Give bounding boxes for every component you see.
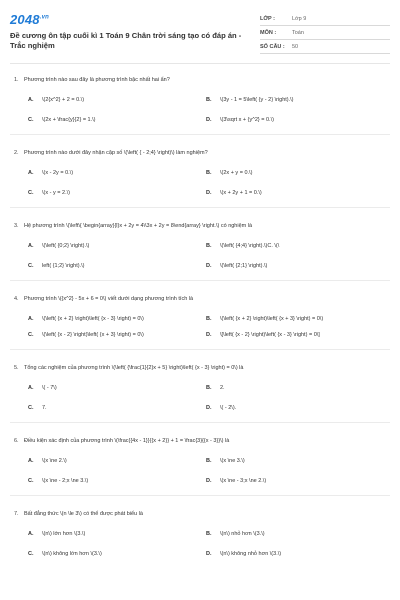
answer-option[interactable] bbox=[28, 550, 200, 558]
answer-options bbox=[10, 315, 390, 339]
option-letter: B. bbox=[206, 531, 212, 537]
option-text: \(x \ne - 3;x \ne 2.\) bbox=[220, 478, 267, 484]
answer-option[interactable] bbox=[206, 315, 378, 323]
answer-option[interactable] bbox=[206, 550, 378, 558]
option-letter: A. bbox=[28, 170, 34, 176]
option-letter: C. bbox=[28, 405, 34, 411]
question-text-row bbox=[10, 149, 390, 157]
option-text: \(x \ne 2.\) bbox=[42, 458, 67, 464]
option-letter: B. bbox=[206, 385, 212, 391]
answer-option[interactable] bbox=[206, 262, 378, 270]
question-item bbox=[10, 149, 390, 208]
answer-options bbox=[10, 96, 390, 124]
option-letter: C. bbox=[28, 332, 34, 338]
option-text: \( - 2\). bbox=[220, 405, 237, 411]
question-number: 1. bbox=[14, 77, 19, 83]
answer-option[interactable] bbox=[28, 96, 200, 104]
answer-option[interactable] bbox=[206, 404, 378, 412]
answer-option[interactable] bbox=[206, 457, 378, 465]
answer-option[interactable] bbox=[206, 96, 378, 104]
question-item bbox=[10, 222, 390, 281]
logo-text: 2048 bbox=[10, 12, 40, 27]
option-text: \(2x + \frac{y}{2} = 1.\) bbox=[42, 117, 96, 123]
question-text-row bbox=[10, 222, 390, 230]
answer-option[interactable] bbox=[28, 477, 200, 485]
question-item bbox=[10, 364, 390, 423]
info-value: 50 bbox=[292, 43, 299, 50]
question-text-row bbox=[10, 510, 390, 518]
option-letter: D. bbox=[206, 551, 212, 557]
option-text: left( {1;2} \right).\) bbox=[42, 263, 85, 269]
info-value: Toán bbox=[292, 29, 304, 36]
option-text: \(\left( {2;1} \right).\) bbox=[220, 263, 268, 269]
option-text: \(x - y = 2.\) bbox=[42, 190, 70, 196]
question-text: Bất đẳng thức \(n \le 3\) có thể được phát biểu là bbox=[24, 511, 143, 517]
answer-option[interactable] bbox=[206, 242, 378, 250]
question-text-row bbox=[10, 437, 390, 445]
info-value: Lớp 9 bbox=[292, 15, 307, 22]
question-text: Điều kiện xác định của phương trình \(\frac{{4x - 1}}{{x + 2}} + 1 = \frac{3}{{x - 3}}\) là bbox=[24, 438, 230, 444]
question-number: 5. bbox=[14, 365, 19, 371]
option-letter: B. bbox=[206, 97, 212, 103]
option-text: \(\left( {x + 2} \right)\left( {x + 3} \right) = 0\) bbox=[220, 316, 324, 322]
question-number: 7. bbox=[14, 511, 19, 517]
document-info bbox=[260, 12, 390, 63]
answer-options bbox=[10, 457, 390, 485]
question-item bbox=[10, 510, 390, 568]
answer-option[interactable] bbox=[28, 404, 200, 412]
info-key: SỐ CÂU : bbox=[260, 43, 285, 50]
option-text: \(2x + y = 0.\) bbox=[220, 170, 253, 176]
question-list bbox=[10, 64, 390, 568]
question-number: 6. bbox=[14, 438, 19, 444]
option-text: \(x - 2y = 0.\) bbox=[42, 170, 74, 176]
answer-options bbox=[10, 530, 390, 558]
option-letter: D. bbox=[206, 117, 212, 123]
info-key: LỚP : bbox=[260, 15, 275, 22]
option-letter: A. bbox=[28, 385, 34, 391]
option-letter: B. bbox=[206, 170, 212, 176]
option-letter: B. bbox=[206, 458, 212, 464]
question-text-row bbox=[10, 76, 390, 84]
option-letter: C. bbox=[28, 263, 34, 269]
question-text: Tổng các nghiệm của phương trình \(\left( {\frac{1}{2}x + 5} \right)\left( {x - 3} \right) = 0\) là bbox=[24, 365, 244, 371]
answer-option[interactable] bbox=[28, 530, 200, 538]
option-text: \(x \ne - 2;x \ne 3.\) bbox=[42, 478, 89, 484]
question-text: Phương trình nào sau đây là phương trình bậc nhất hai ẩn? bbox=[24, 77, 170, 83]
answer-option[interactable] bbox=[28, 384, 200, 392]
option-text: \(2{x^2} + 2 = 0.\) bbox=[42, 97, 85, 103]
document-title: Đề cương ôn tập cuối kì 1 Toán 9 Chân trời sáng tạo có đáp án - Trắc nghiệm bbox=[10, 31, 242, 50]
question-item bbox=[10, 295, 390, 350]
option-text: \(n\) nhỏ hơn \(3.\) bbox=[220, 531, 265, 537]
option-text: \(n\) không lớn hơn \(3.\) bbox=[42, 551, 102, 557]
info-row-count bbox=[260, 40, 390, 54]
answer-options bbox=[10, 169, 390, 197]
option-letter: C. bbox=[28, 190, 34, 196]
answer-option[interactable] bbox=[206, 169, 378, 177]
option-text: \(x \ne 3.\) bbox=[220, 458, 245, 464]
answer-option[interactable] bbox=[206, 189, 378, 197]
option-text: 7. bbox=[42, 405, 47, 411]
option-text: \(\left( {4;4} \right).\)C. \(\ bbox=[220, 243, 280, 249]
question-text-row bbox=[10, 295, 390, 303]
answer-option[interactable] bbox=[28, 262, 200, 270]
question-item bbox=[10, 437, 390, 496]
option-letter: C. bbox=[28, 551, 34, 557]
answer-option[interactable] bbox=[28, 242, 200, 250]
answer-option[interactable] bbox=[28, 169, 200, 177]
answer-option[interactable] bbox=[206, 384, 378, 392]
question-text: Phương trình nào dưới đây nhận cặp số \(\left( { - 2;4} \right)\) làm nghiệm? bbox=[24, 150, 208, 156]
question-item bbox=[10, 76, 390, 135]
option-letter: A. bbox=[28, 316, 34, 322]
info-row-subject bbox=[260, 26, 390, 40]
option-letter: D. bbox=[206, 190, 212, 196]
answer-options bbox=[10, 242, 390, 270]
option-text: \(\left( {x + 2} \right)\left( {x - 3} \right) = 0\) bbox=[42, 316, 144, 322]
answer-option[interactable] bbox=[206, 331, 378, 339]
option-letter: A. bbox=[28, 531, 34, 537]
option-text: \( - 7\) bbox=[42, 385, 57, 391]
option-text: \(\left( {0;2} \right).\) bbox=[42, 243, 90, 249]
answer-option[interactable] bbox=[206, 477, 378, 485]
option-text: \(3y - 1 = 5\left( {y - 2} \right).\) bbox=[220, 97, 294, 103]
answer-option[interactable] bbox=[28, 331, 200, 339]
info-row-class bbox=[260, 12, 390, 26]
question-text: Phương trình \({x^2} - 5x + 6 = 0\) viết dưới dạng phương trình tích là bbox=[24, 296, 194, 302]
option-text: \[\left( {x - 2} \right)\left( {x - 3} \right) = 0\] bbox=[220, 332, 320, 338]
option-text: \(n\) lớn hơn \(3.\) bbox=[42, 531, 86, 537]
option-letter: C. bbox=[28, 117, 34, 123]
answer-option[interactable] bbox=[28, 457, 200, 465]
question-text: Hệ phương trình \(\left\{ \begin{array}{l}x + 2y = 4\\3x + 2y = 8\end{array} \right.\) có nghiệm là bbox=[24, 223, 253, 229]
option-letter: D. bbox=[206, 478, 212, 484]
option-text: \(x + 2y + 1 = 0.\) bbox=[220, 190, 262, 196]
option-letter: A. bbox=[28, 243, 34, 249]
answer-options bbox=[10, 384, 390, 412]
option-letter: B. bbox=[206, 243, 212, 249]
answer-option[interactable] bbox=[206, 116, 378, 124]
option-letter: A. bbox=[28, 97, 34, 103]
document-header bbox=[10, 0, 390, 64]
option-text: 2. bbox=[220, 385, 225, 391]
option-letter: D. bbox=[206, 405, 212, 411]
answer-option[interactable] bbox=[28, 116, 200, 124]
option-letter: A. bbox=[28, 458, 34, 464]
header-left bbox=[10, 12, 252, 63]
option-letter: C. bbox=[28, 478, 34, 484]
question-text-row bbox=[10, 364, 390, 372]
question-number: 4. bbox=[14, 296, 19, 302]
info-key: MÔN : bbox=[260, 29, 277, 36]
option-text: \(\left( {x - 2} \right)\left( {x + 3} \right) = 0\) bbox=[42, 332, 144, 338]
question-number: 2. bbox=[14, 150, 19, 156]
option-letter: D. bbox=[206, 332, 212, 338]
logo-suffix: .vn bbox=[39, 14, 50, 21]
answer-option[interactable] bbox=[206, 530, 378, 538]
answer-option[interactable] bbox=[28, 315, 200, 323]
question-number: 3. bbox=[14, 223, 19, 229]
site-logo[interactable] bbox=[10, 12, 252, 27]
option-text: \(n\) không nhỏ hơn \(3.\) bbox=[220, 551, 282, 557]
option-letter: D. bbox=[206, 263, 212, 269]
option-text: \(3\sqrt x + {y^2} = 0.\) bbox=[220, 117, 274, 123]
answer-option[interactable] bbox=[28, 189, 200, 197]
option-letter: B. bbox=[206, 316, 212, 322]
